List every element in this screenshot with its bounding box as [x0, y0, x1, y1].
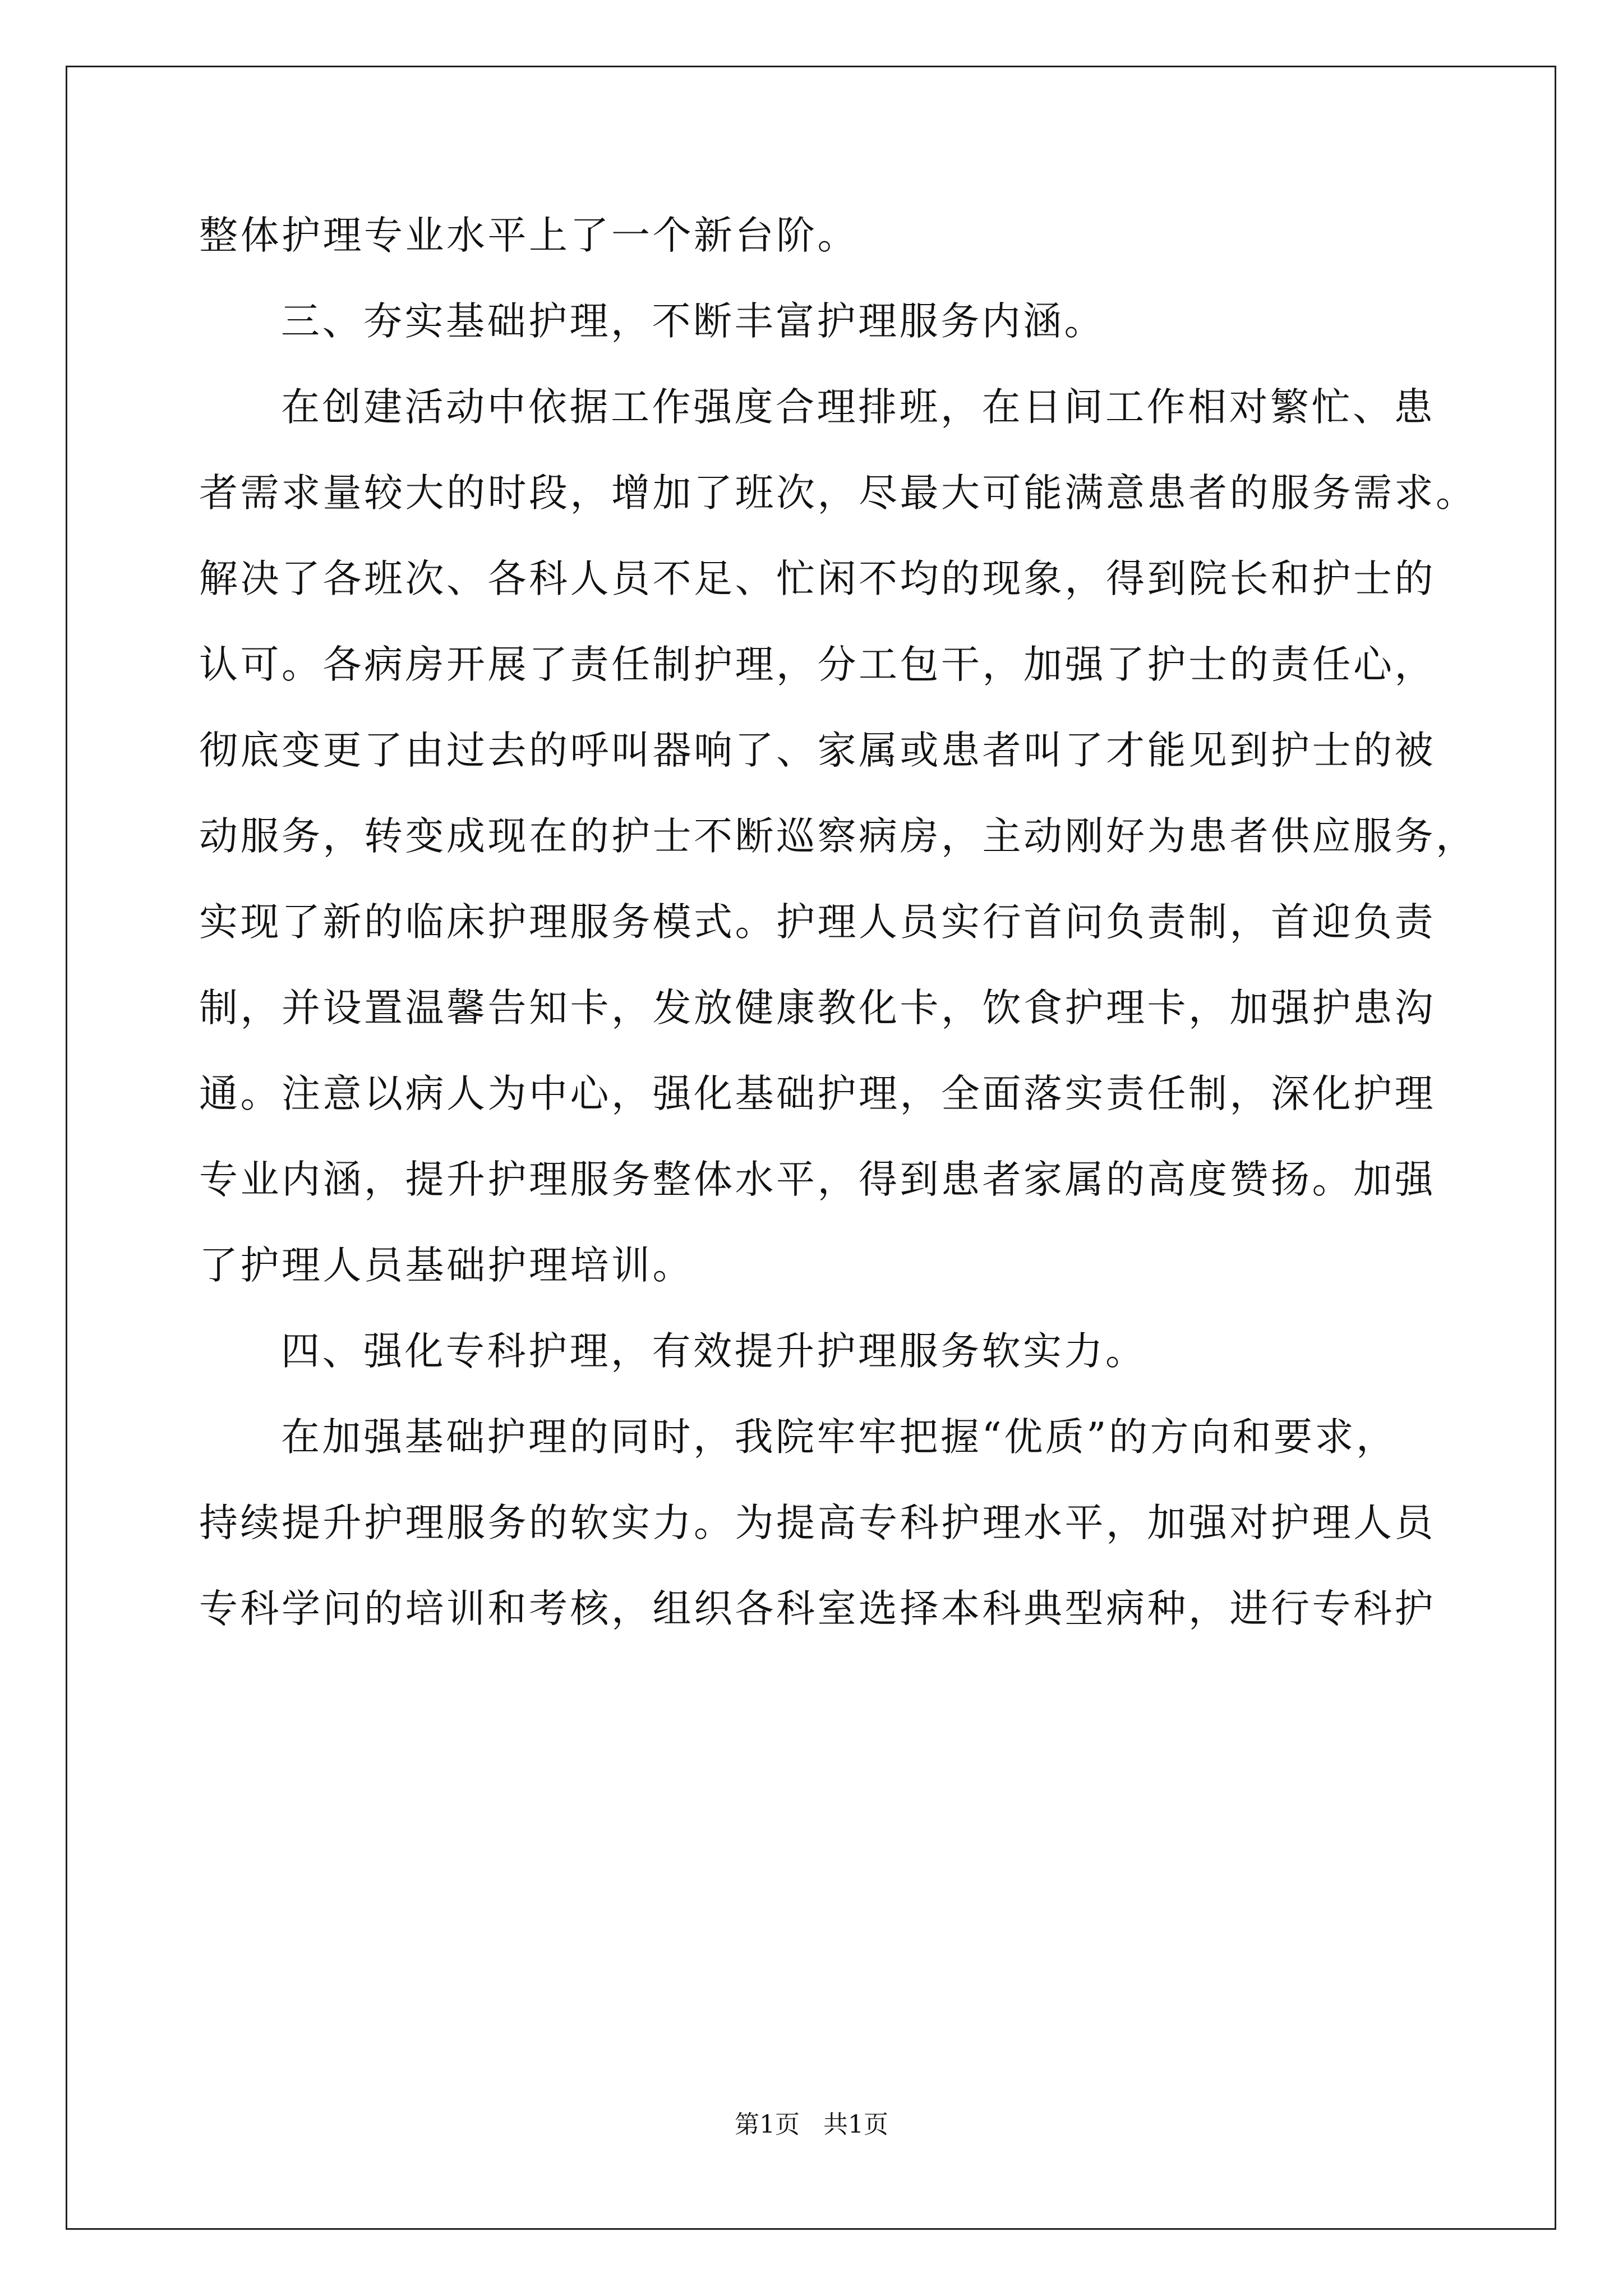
text-line: 专科学问的培训和考核，组织各科室选择本科典型病种，进行专科护	[199, 1586, 1436, 1631]
text-line: 解决了各班次、各科人员不足、忙闲不均的现象，得到院长和护士的	[199, 556, 1436, 601]
text-line: 整体护理专业水平上了一个新台阶。	[199, 213, 859, 258]
text-line: 彻底变更了由过去的呼叫器响了、家属或患者叫了才能见到护士的被	[199, 728, 1436, 773]
text-line: 持续提升护理服务的软实力。为提高专科护理水平，加强对护理人员	[199, 1501, 1436, 1545]
section-heading: 三、夯实基础护理，不断丰富护理服务内涵。	[281, 299, 1105, 344]
page-number-footer: 第1页 共1页	[735, 2110, 888, 2139]
text-line: 在创建活动中依据工作强度合理排班，在日间工作相对繁忙、患	[281, 385, 1435, 430]
text-line: 认可。各病房开展了责任制护理，分工包干，加强了护士的责任心，	[199, 642, 1436, 687]
text-line: 在加强基础护理的同时，我院牢牢把握“优质”的方向和要求，	[281, 1415, 1398, 1460]
text-line: 实现了新的临床护理服务模式。护理人员实行首问负责制，首迎负责	[199, 900, 1436, 945]
text-line: 制，并设置温馨告知卡，发放健康教化卡，饮食护理卡，加强护患沟	[199, 986, 1436, 1030]
text-line: 动服务，转变成现在的护士不断巡察病房，主动刚好为患者供应服务，	[199, 814, 1477, 859]
text-line: 了护理人员基础护理培训。	[199, 1243, 694, 1288]
text-line: 者需求量较大的时段，增加了班次，尽最大可能满意患者的服务需求。	[199, 471, 1477, 516]
text-line: 专业内涵，提升护理服务整体水平，得到患者家属的高度赞扬。加强	[199, 1157, 1436, 1202]
section-heading: 四、强化专科护理，有效提升护理服务软实力。	[281, 1329, 1147, 1374]
text-line: 通。注意以病人为中心，强化基础护理，全面落实责任制，深化护理	[199, 1071, 1436, 1116]
